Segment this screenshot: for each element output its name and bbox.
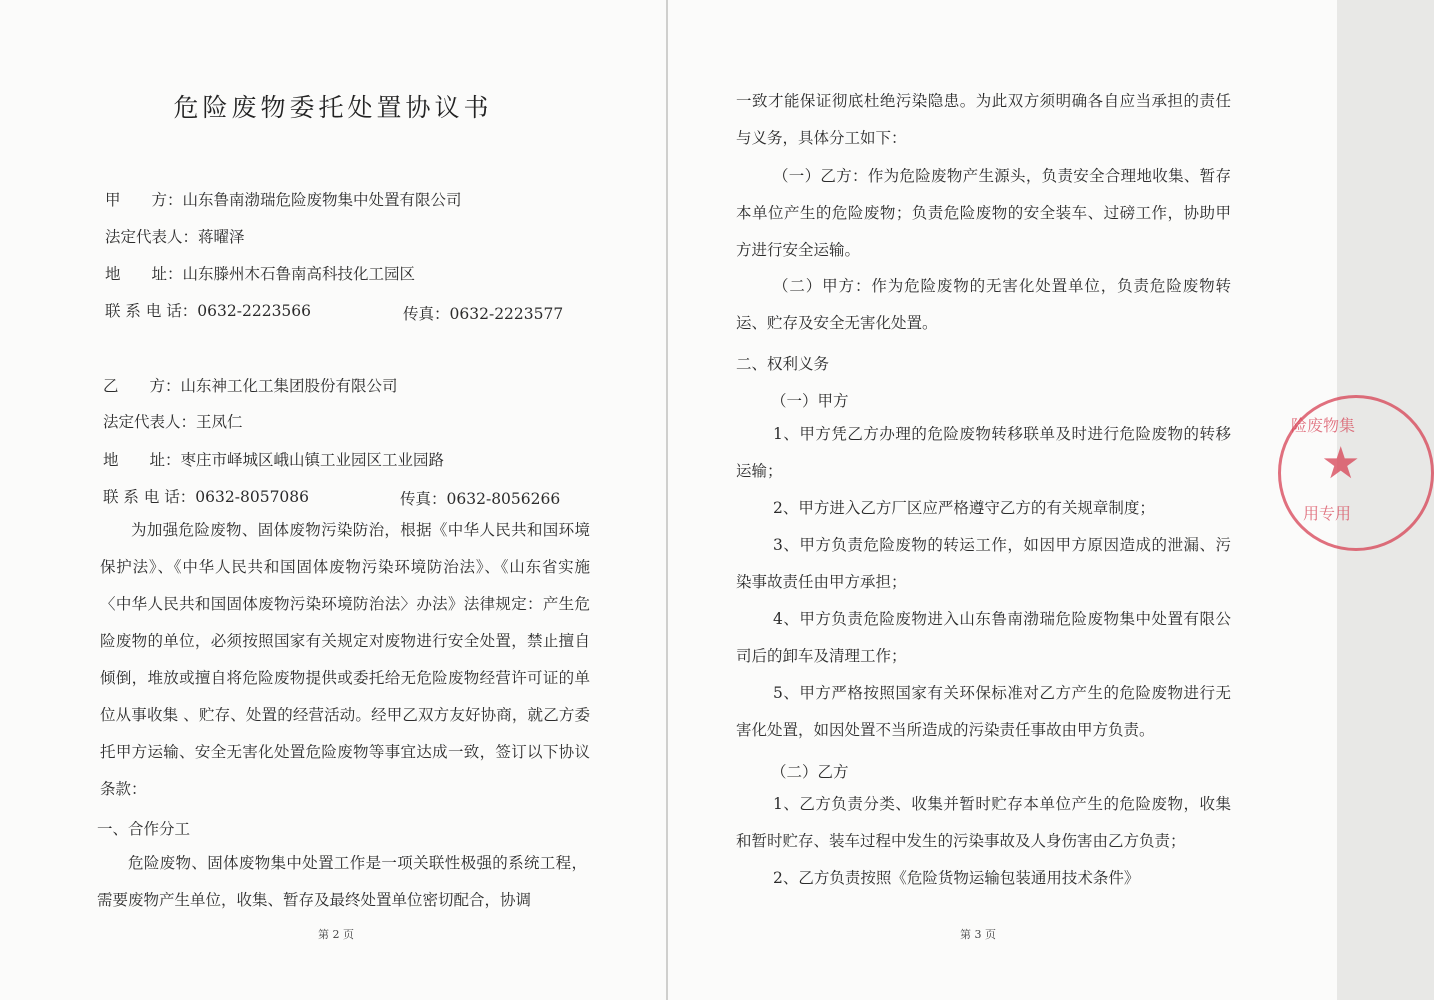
party-a-clause-2: 2、甲方进入乙方厂区应严格遵守乙方的有关规章制度； [773,499,1155,517]
party-a-label: 甲 方： [105,191,183,209]
party-b-fax-label: 传真： [400,490,447,508]
party-a-name: 山东鲁南渤瑞危险废物集中处置有限公司 [182,191,462,209]
document-title: 危险废物委托处置协议书 [173,93,493,122]
party-b-line [103,374,398,396]
page-left [0,0,666,1000]
page-number-right: 第 3 页 [960,928,996,941]
party-a-rep-line [105,225,245,247]
party-a-tel-label: 联 系 电 话： [105,302,198,320]
intro-paragraph: 为加强危险废物、固体废物污染防治，根据《中华人民共和国环境保护法》、《中华人民共和国固体废物污染环境防治法》、《山东省实施〈中华人民共和国固体废物污染环境防治法〉办法》法律规定：产生危险废物的单位，必须按照国家有关规定对废物进行安全处置，禁止擅自倾倒，堆放或擅自将危险废物提供或委托给无危险废物经营许可证的单位从事收集 、贮存、处置的经营活动。经甲乙双方友好协商，就乙方委托甲方运输、安全无害化处置危险废物等事宜达成一致，签订以下协议条款： [100,521,590,798]
party-b-label: 乙 方： [103,377,181,395]
party-b-tel: 0632-8057086 [195,488,310,506]
party-a-line [105,188,462,210]
party-b-addr-label: 地 址： [103,451,181,469]
party-b-addr-line [103,448,444,470]
company-seal [1278,395,1434,551]
party-b-tel-label: 联 系 电 话： [103,488,196,506]
subsection-party-a: （一）甲方 [771,392,849,410]
party-a-tel: 0632-2223566 [197,302,312,320]
division-party-b: （一）乙方：作为危险废物产生源头，负责安全合理地收集、暂存本单位产生的危险废物；负责危险废物的安全装车、过磅工作，协助甲方进行安全运输。 [736,167,1231,259]
party-a-clause-3: 3、甲方负责危险废物的转运工作，如因甲方原因造成的泄漏、污染事故责任由甲方承担； [736,536,1231,591]
seal-bottom-text: 用专用 [1303,504,1352,523]
party-b-rep-line [103,410,243,432]
party-b-clause-2: 2、乙方负责按照《危险货物运输包装通用技术条件》 [773,869,1140,887]
section-2-heading: 二、权利义务 [736,355,830,373]
party-b-rep: 王凤仁 [196,413,243,431]
section-1-paragraph: 危险废物、固体废物集中处置工作是一项关联性极强的系统工程，需要废物产生单位，收集、暂存及最终处置单位密切配合，协调 [97,854,587,909]
party-a-addr-line [105,262,415,284]
party-a-clause-5: 5、甲方严格按照国家有关环保标准对乙方产生的危险废物进行无害化处置，如因处置不当所造成的污染责任事故由甲方负责。 [736,684,1231,739]
party-a-fax: 0632-2223577 [449,305,564,323]
party-a-addr-label: 地 址： [105,265,183,283]
party-b-clause-1: 1、乙方负责分类、收集并暂时贮存本单位产生的危险废物，收集和暂时贮存、装车过程中发生的污染事故及人身伤害由乙方负责； [736,795,1231,850]
subsection-party-b: （二）乙方 [771,763,849,781]
party-a-tel-line [105,299,311,321]
party-b-addr: 枣庄市峄城区峨山镇工业园区工业园路 [180,451,445,469]
party-a-clause-4: 4、甲方负责危险废物进入山东鲁南渤瑞危险废物集中处置有限公司后的卸车及清理工作； [736,610,1231,665]
party-a-clause-1: 1、甲方凭乙方办理的危险废物转移联单及时进行危险废物的转移运输； [736,425,1231,480]
party-b-tel-line [103,485,309,507]
seal-top-text: 险废物集 [1291,416,1356,435]
continued-paragraph: 一致才能保证彻底杜绝污染隐患。为此双方须明确各自应当承担的责任与义务，具体分工如下： [736,92,1231,147]
party-a-fax-line [403,302,563,324]
party-a-rep: 蒋曜泽 [198,228,245,246]
party-a-fax-label: 传真： [403,305,450,323]
seal-star-icon: ★ [1321,438,1361,489]
party-a-addr: 山东滕州木石鲁南高科技化工园区 [182,265,416,283]
party-b-name: 山东神工化工集团股份有限公司 [180,377,398,395]
party-b-rep-label: 法定代表人： [103,413,197,431]
page-right [668,0,1361,1000]
page-number-left: 第 2 页 [318,928,354,941]
party-b-fax: 0632-8056266 [446,490,561,508]
party-b-fax-line [400,487,560,509]
party-a-rep-label: 法定代表人： [105,228,199,246]
section-1-heading: 一、合作分工 [97,820,191,838]
division-party-a: （二）甲方：作为危险废物的无害化处置单位，负责危险废物转运、贮存及安全无害化处置。 [736,277,1231,332]
